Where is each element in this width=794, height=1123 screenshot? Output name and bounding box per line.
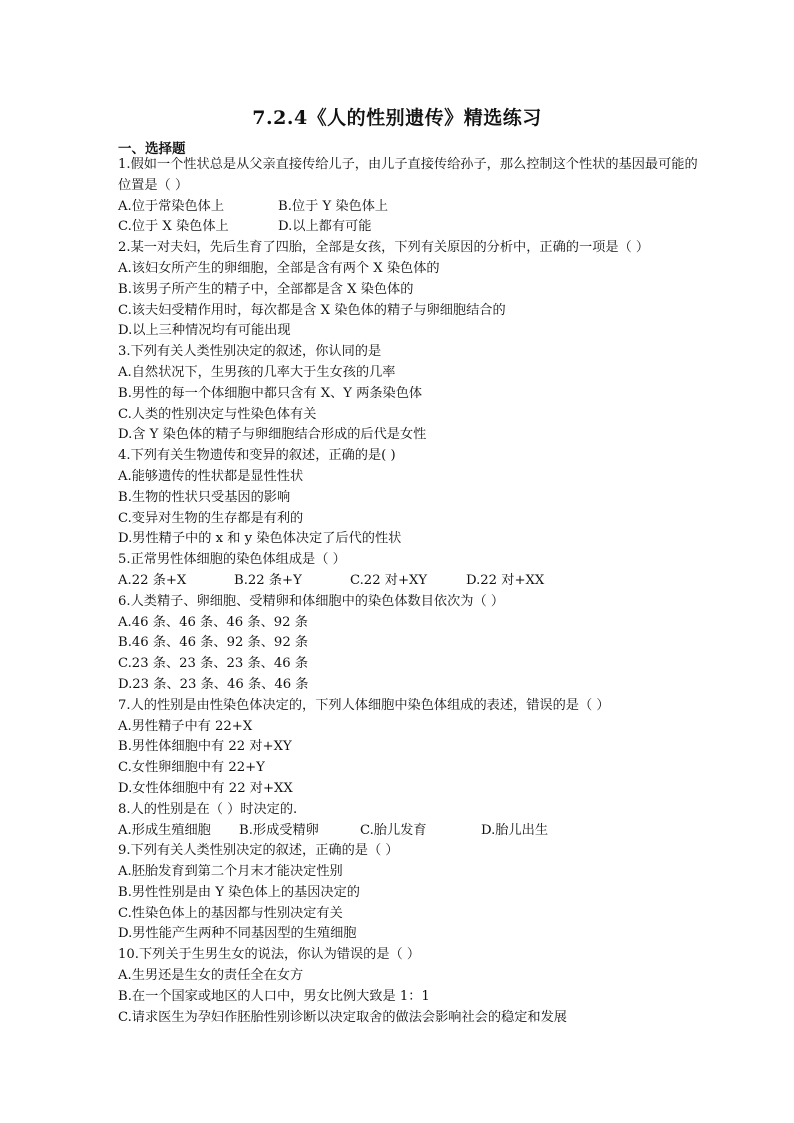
question-stem: 9.下列有关人类性别决定的叙述，正确的是（ ） (118, 843, 399, 859)
question-stem: 5.正常男性体细胞的染色体组成是（ ） (118, 552, 346, 568)
option-b: B.在一个国家或地区的人口中，男女比例大致是 1：1 (118, 988, 430, 1004)
option-a: A.男性精子中有 22+X (118, 718, 253, 734)
option-row (118, 197, 698, 218)
option-b: B.22 条+Y (234, 572, 302, 588)
question-stem: 1.假如一个性状总是从父亲直接传给儿子，由儿子直接传给孙子，那么控制这个性状的基因最可能的位置是（ ） (118, 157, 698, 193)
option-row (118, 217, 698, 238)
option-d: D.含 Y 染色体的精子与卵细胞结合形成的后代是女性 (118, 427, 427, 443)
option-b: B.男性体细胞中有 22 对+XY (118, 739, 292, 755)
option-c: C.位于 X 染色体上 (118, 219, 229, 235)
option-b: B.该男子所产生的精子中，全部都是含 X 染色体的 (118, 281, 414, 297)
question-2 (118, 238, 698, 342)
option-b: B.男性性别是由 Y 染色体上的基因决定的 (118, 884, 360, 900)
option-b: B.男性的每一个体细胞中都只含有 X、Y 两条染色体 (118, 385, 423, 401)
option-c: C.人类的性别决定与性染色体有关 (118, 406, 317, 422)
question-stem: 3.下列有关人类性别决定的叙述，你认同的是 (118, 344, 382, 360)
option-c: C.23 条、23 条、23 条、46 条 (118, 656, 309, 672)
section-heading: 一、选择题 (118, 141, 186, 157)
option-b: B.生物的性状只受基因的影响 (118, 489, 291, 505)
option-a: A.生男还是生女的责任全在女方 (118, 968, 304, 984)
option-a: A.胚胎发育到第二个月末才能决定性别 (118, 864, 343, 880)
option-d: D.22 对+XX (466, 572, 545, 588)
question-7 (118, 696, 698, 800)
option-a: A.自然状况下，生男孩的几率大于生女孩的几率 (118, 364, 396, 380)
option-a: A.能够遗传的性状都是显性性状 (118, 468, 304, 484)
option-d: D.以上都有可能 (278, 219, 372, 235)
question-4 (118, 446, 698, 550)
question-5 (118, 550, 698, 592)
option-a: A.位于常染色体上 (118, 198, 225, 214)
option-c: C.胎儿发育 (360, 822, 427, 838)
question-stem: 8.人的性别是在（ ）时决定的. (118, 801, 298, 817)
document-title: 7.2.4《人的性别遗传》精选练习 (252, 107, 542, 129)
option-d: D.以上三种情况均有可能出现 (118, 323, 291, 339)
question-10 (118, 945, 698, 1028)
question-6 (118, 592, 698, 696)
option-c: C.女性卵细胞中有 22+Y (118, 760, 265, 776)
question-stem: 10.下列关于生男生女的说法，你认为错误的是（ ） (118, 947, 421, 963)
option-a: A.该妇女所产生的卵细胞，全部是含有两个 X 染色体的 (118, 260, 440, 276)
option-d: D.23 条、23 条、46 条、46 条 (118, 676, 309, 692)
option-c: C.变异对生物的生存都是有利的 (118, 510, 304, 526)
question-stem: 7.人的性别是由性染色体决定的，下列人体细胞中染色体组成的表述，错误的是（ ） (118, 697, 610, 713)
question-stem: 4.下列有关生物遗传和变异的叙述，正确的是( ) (118, 448, 396, 464)
option-d: D.胎儿出生 (481, 822, 549, 838)
option-d: D.男性精子中的 x 和 y 染色体决定了后代的性状 (118, 531, 402, 547)
question-3 (118, 342, 698, 446)
option-row (118, 571, 698, 592)
option-b: B.形成受精卵 (239, 822, 319, 838)
option-a: A.22 条+X (118, 572, 187, 588)
question-stem: 6.人类精子、卵细胞、受精卵和体细胞中的染色体数目依次为（ ） (118, 593, 505, 609)
option-c: C.22 对+XY (350, 572, 428, 588)
question-9 (118, 841, 698, 945)
question-1 (118, 155, 698, 238)
option-b: B.位于 Y 染色体上 (278, 198, 389, 214)
option-d: D.男性能产生两种不同基因型的生殖细胞 (118, 926, 357, 942)
option-c: C.性染色体上的基因都与性别决定有关 (118, 905, 343, 921)
option-c: C.该夫妇受精作用时，每次都是含 X 染色体的精子与卵细胞结合的 (118, 302, 506, 318)
option-b: B.46 条、46 条、92 条、92 条 (118, 635, 309, 651)
option-a: A.形成生殖细胞 (118, 822, 211, 838)
option-c: C.请求医生为孕妇作胚胎性别诊断以决定取舍的做法会影响社会的稳定和发展 (118, 1009, 567, 1025)
option-a: A.46 条、46 条、46 条、92 条 (118, 614, 308, 630)
question-stem: 2.某一对夫妇，先后生育了四胎，全部是女孩，下列有关原因的分析中，正确的一项是（ ） (118, 240, 650, 256)
question-list (118, 155, 698, 1028)
question-8 (118, 800, 698, 842)
option-d: D.女性体细胞中有 22 对+XX (118, 780, 293, 796)
option-row (118, 821, 698, 842)
